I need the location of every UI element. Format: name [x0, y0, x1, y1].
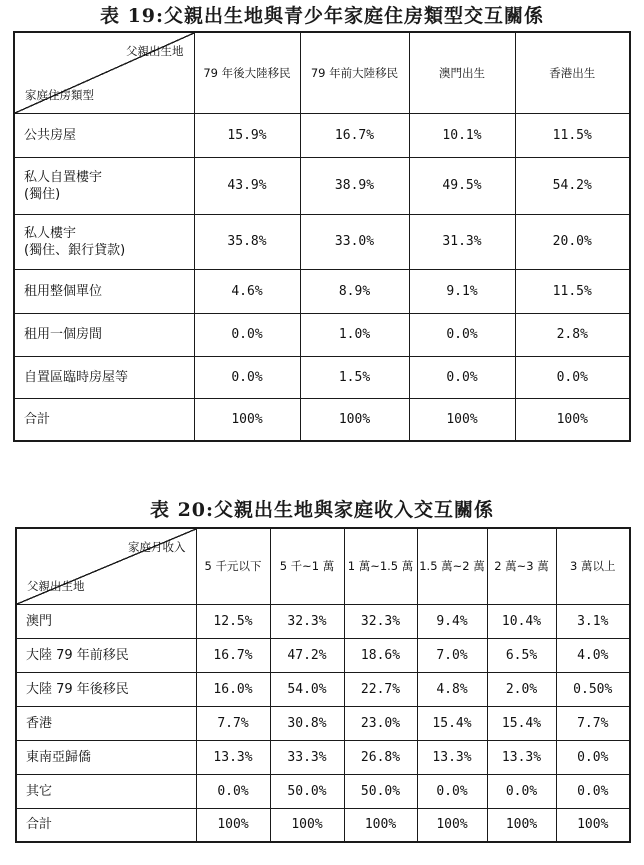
- table-cell: 0.0%: [194, 313, 300, 356]
- row-label: [14, 214, 194, 269]
- table-cell: 0.50%: [556, 672, 630, 706]
- table-row: [16, 740, 630, 774]
- table-19-corner-cell: [14, 32, 194, 113]
- table-row: [14, 214, 630, 269]
- row-label-line: 合計: [24, 411, 51, 427]
- table-cell: 18.6%: [344, 638, 417, 672]
- row-label: 合計: [16, 808, 196, 842]
- row-label: 其它: [16, 774, 196, 808]
- table-cell: 0.0%: [409, 356, 515, 398]
- table-cell: 0.0%: [556, 774, 630, 808]
- table-cell: 22.7%: [344, 672, 417, 706]
- row-label: [14, 269, 194, 313]
- table-cell: 100%: [556, 808, 630, 842]
- table-cell: 23.0%: [344, 706, 417, 740]
- table-cell: 100%: [270, 808, 344, 842]
- row-label: [14, 398, 194, 441]
- table-cell: 30.8%: [270, 706, 344, 740]
- table-cell: 35.8%: [194, 214, 300, 269]
- table-cell: 47.2%: [270, 638, 344, 672]
- table-cell: 11.5%: [515, 113, 630, 157]
- table-cell: 100%: [417, 808, 487, 842]
- table-20-corner-cell: [16, 528, 196, 604]
- table-cell: 13.3%: [417, 740, 487, 774]
- table-cell: 50.0%: [344, 774, 417, 808]
- table-cell: 43.9%: [194, 157, 300, 214]
- table-19-corner-bottom: 家庭住房類型: [25, 87, 94, 102]
- row-label-line: 公共房屋: [24, 127, 77, 143]
- table-cell: 12.5%: [196, 604, 270, 638]
- table-total-row: [14, 398, 630, 441]
- table-cell: 13.3%: [196, 740, 270, 774]
- table-cell: 100%: [194, 398, 300, 441]
- table-20: [15, 527, 631, 843]
- row-label-line: 租用整個單位: [24, 283, 103, 299]
- table-cell: 10.1%: [409, 113, 515, 157]
- table-19-column-header: 香港出生: [515, 32, 630, 113]
- table-19-column-header: 79 年後大陸移民: [194, 32, 300, 113]
- table-row: [16, 672, 630, 706]
- row-label-line: 租用一個房間: [24, 327, 103, 342]
- table-row: [16, 706, 630, 740]
- row-label: [14, 113, 194, 157]
- table-row: [14, 113, 630, 157]
- table-row: [14, 157, 630, 214]
- table-20-corner-top: 家庭月收入: [128, 540, 186, 554]
- table-cell: 50.0%: [270, 774, 344, 808]
- table-19-column-header: 澳門出生: [409, 32, 515, 113]
- table-row: [16, 774, 630, 808]
- row-label-line: 私人樓宇: [24, 225, 77, 241]
- table-20-column-header: 3 萬以上: [556, 528, 630, 604]
- table-cell: 33.3%: [270, 740, 344, 774]
- table-cell: 32.3%: [270, 604, 344, 638]
- table-cell: 33.0%: [300, 214, 409, 269]
- table-row: [14, 313, 630, 356]
- table-cell: 31.3%: [409, 214, 515, 269]
- table-cell: 13.3%: [487, 740, 556, 774]
- table-cell: 3.1%: [556, 604, 630, 638]
- table-cell: 100%: [515, 398, 630, 441]
- table-total-row: [16, 808, 630, 842]
- table-cell: 2.8%: [515, 313, 630, 356]
- table-cell: 6.5%: [487, 638, 556, 672]
- table-cell: 9.4%: [417, 604, 487, 638]
- row-label: [14, 157, 194, 214]
- row-label: 東南亞歸僑: [16, 740, 196, 774]
- table-cell: 7.7%: [556, 706, 630, 740]
- table-cell: 16.7%: [196, 638, 270, 672]
- table-cell: 9.1%: [409, 269, 515, 313]
- table-cell: 0.0%: [487, 774, 556, 808]
- table-cell: 4.8%: [417, 672, 487, 706]
- table-cell: 26.8%: [344, 740, 417, 774]
- table-20-title: 表 20:父親出生地與家庭收入交互關係: [149, 499, 495, 521]
- table-cell: 54.2%: [515, 157, 630, 214]
- row-label: 大陸 79 年前移民: [16, 638, 196, 672]
- table-19-column-header: 79 年前大陸移民: [300, 32, 409, 113]
- row-label: [14, 356, 194, 398]
- table-cell: 100%: [344, 808, 417, 842]
- table-20-corner-bottom: 父親出生地: [27, 578, 85, 593]
- table-20-column-header: 5 千~1 萬: [270, 528, 344, 604]
- row-label: 澳門: [16, 604, 196, 638]
- table-cell: 7.0%: [417, 638, 487, 672]
- table-cell: 2.0%: [487, 672, 556, 706]
- table-cell: 15.4%: [487, 706, 556, 740]
- table-cell: 100%: [409, 398, 515, 441]
- table-cell: 16.7%: [300, 113, 409, 157]
- table-cell: 7.7%: [196, 706, 270, 740]
- table-cell: 54.0%: [270, 672, 344, 706]
- table-20-column-header: 2 萬~3 萬: [487, 528, 556, 604]
- table-row: [16, 638, 630, 672]
- table-20-header-row: [16, 528, 630, 604]
- table-20-column-header: 1.5 萬~2 萬: [417, 528, 487, 604]
- table-cell: 15.4%: [417, 706, 487, 740]
- row-label: [14, 313, 194, 356]
- table-cell: 1.0%: [300, 313, 409, 356]
- table-cell: 20.0%: [515, 214, 630, 269]
- table-cell: 0.0%: [515, 356, 630, 398]
- row-label-line: 私人自置樓宇: [24, 169, 103, 185]
- table-cell: 100%: [487, 808, 556, 842]
- table-row: [14, 356, 630, 398]
- table-cell: 10.4%: [487, 604, 556, 638]
- table-20-column-header: 5 千元以下: [196, 528, 270, 604]
- table-cell: 38.9%: [300, 157, 409, 214]
- row-label: 大陸 79 年後移民: [16, 672, 196, 706]
- table-19-header-row: [14, 32, 630, 113]
- table-cell: 4.6%: [194, 269, 300, 313]
- table-cell: 100%: [300, 398, 409, 441]
- table-cell: 100%: [196, 808, 270, 842]
- table-cell: 4.0%: [556, 638, 630, 672]
- table-cell: 0.0%: [194, 356, 300, 398]
- table-cell: 32.3%: [344, 604, 417, 638]
- table-19-title: 表 19:父親出生地與青少年家庭住房類型交互關係: [99, 5, 545, 27]
- table-cell: 49.5%: [409, 157, 515, 214]
- table-19-corner-top: 父親出生地: [126, 44, 184, 58]
- table-row: [14, 269, 630, 313]
- row-label-subline: (獨住、銀行貸款): [24, 242, 126, 258]
- table-cell: 8.9%: [300, 269, 409, 313]
- row-label-line: 自置區臨時房屋等: [24, 369, 129, 385]
- table-20-column-header: 1 萬~1.5 萬: [344, 528, 417, 604]
- table-cell: 15.9%: [194, 113, 300, 157]
- table-19: [13, 31, 631, 442]
- table-cell: 1.5%: [300, 356, 409, 398]
- row-label: 香港: [16, 706, 196, 740]
- row-label-subline: (獨住): [24, 186, 61, 202]
- table-cell: 0.0%: [556, 740, 630, 774]
- table-cell: 0.0%: [196, 774, 270, 808]
- table-row: [16, 604, 630, 638]
- table-cell: 16.0%: [196, 672, 270, 706]
- table-cell: 0.0%: [417, 774, 487, 808]
- table-cell: 0.0%: [409, 313, 515, 356]
- table-cell: 11.5%: [515, 269, 630, 313]
